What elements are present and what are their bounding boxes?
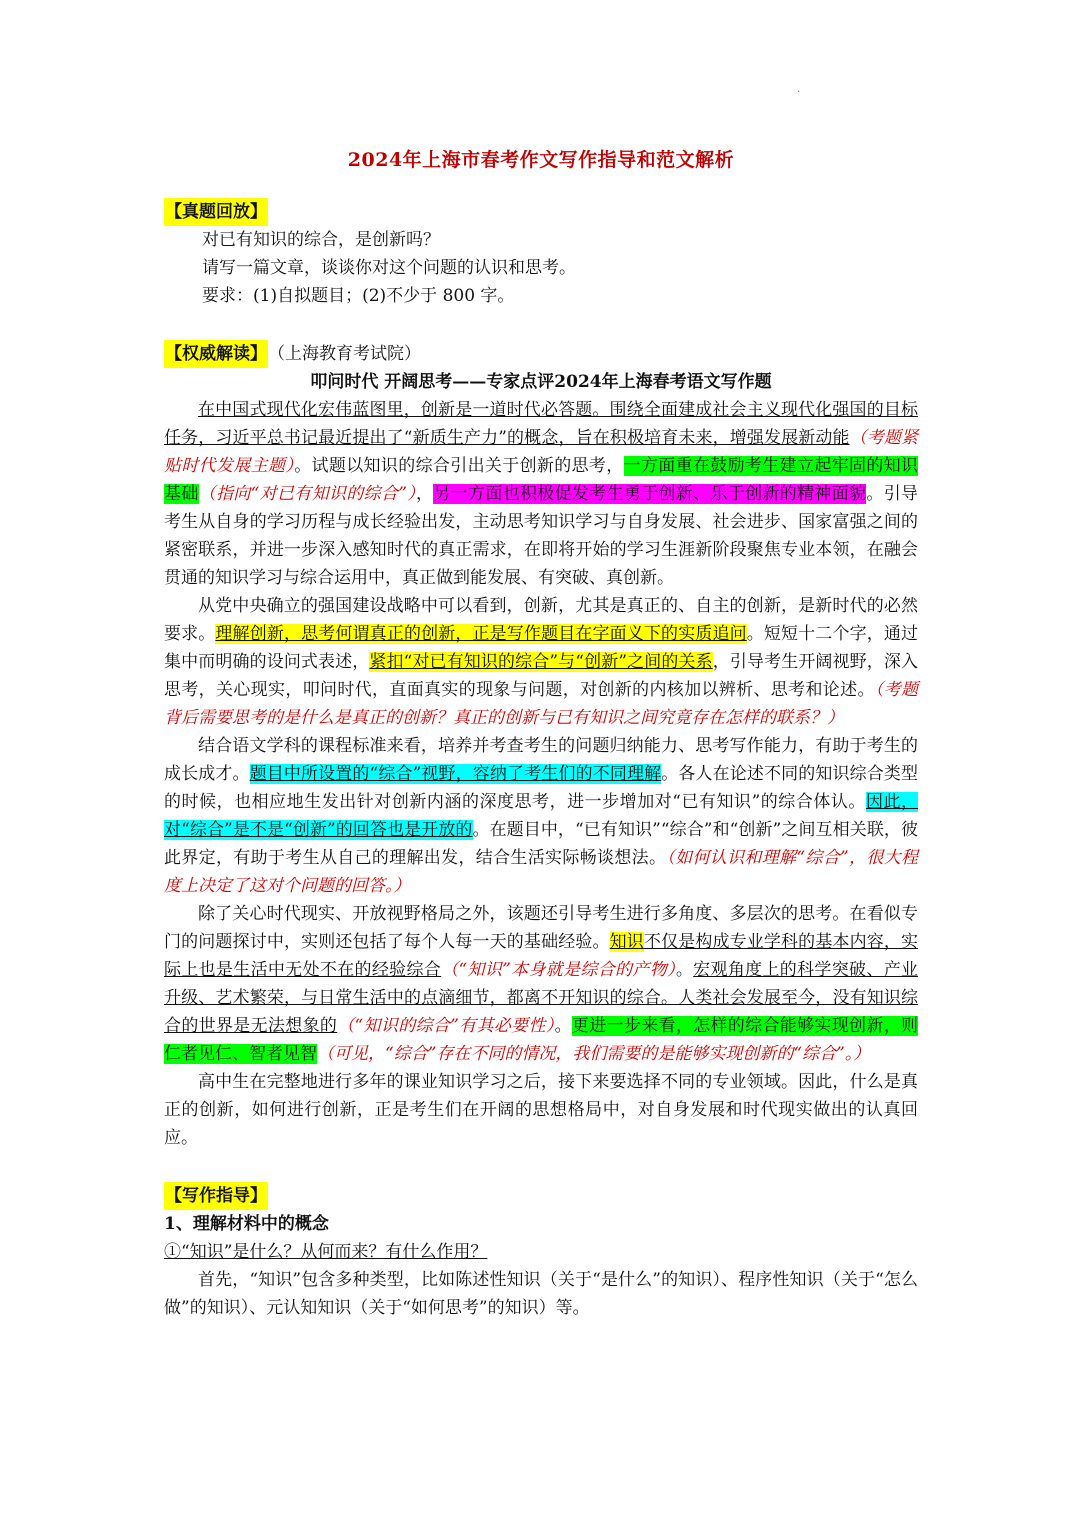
p4-note-1: （“知识”本身就是综合的产物）: [441, 960, 676, 980]
p3-highlight-2: 因此，对“综合”是不是“创新”的回答也是开放的: [164, 792, 918, 840]
guide-question-1: [164, 1238, 918, 1266]
p1-underlined-text: 在中国式现代化宏伟蓝图里，创新是一道时代必答题。围绕全面建成社会主义现代化强国的目标任务，习近平总书记最近提出了“新质生产力”的概念，旨在积极培育未来，增强发展新动能: [164, 400, 918, 448]
guide-paragraph-1: 首先，“知识”包含多种类型，比如陈述性知识（关于“是什么”的知识）、程序性知识（关于“怎么做”的知识）、元认知知识（关于“如何思考”的知识）等。: [164, 1270, 918, 1318]
p1-highlight-magenta: 另一方面也积极促发考生勇于创新、乐于创新的精神面貌: [433, 484, 867, 504]
p1-note-1: （考题紧贴时代发展主题）: [164, 428, 918, 476]
guide-point-1: 1、理解材料中的概念: [164, 1214, 329, 1234]
review-line-1: 对已有知识的综合，是创新吗？: [202, 230, 440, 250]
p4-highlight-knowledge: 知识: [609, 932, 644, 952]
p3-text-3: 。在题目中，“已有知识”“综合”和“创新”之间互相关联，彼此界定，有助于考生从自己的理解出发，结合生活实际畅谈想法。: [164, 820, 918, 868]
p4-highlight-green: 更进一步来看，怎样的综合能够实现创新，则仁者见仁、智者见智: [164, 1016, 919, 1064]
p1-comma: ，: [416, 484, 434, 504]
p3-text-1: 结合语文学科的课程标准来看，培养并考查考生的问题归纳能力、思考写作能力，有助于考生的成长成才。: [164, 736, 918, 784]
p3-note: （如何认识和理解“综合”，很大程度上决定了这对个问题的回答。）: [164, 848, 919, 896]
p4-underlined-1: 不仅是构成专业学科的基本内容，实际上也是生活中无处不在的经验综合: [164, 932, 919, 980]
authority-paragraph-4: [164, 900, 918, 1068]
authority-heading: 【权威解读】: [164, 340, 268, 368]
p2-note: （考题背后需要思考的是什么是真正的创新？真正的创新与已有知识之间究竟存在怎样的联系？）: [164, 680, 919, 728]
authority-paragraph-5: 高中生在完整地进行多年的课业知识学习之后，接下来要选择不同的专业领域。因此，什么是真正的创新，如何进行创新，正是考生们在开阔的思想格局中，对自身发展和时代现实做出的认真回应。: [164, 1072, 918, 1148]
authority-paragraph-2: [164, 592, 918, 732]
authority-paragraph-1: [164, 396, 918, 592]
authority-subtitle: 叩问时代 开阔思考——专家点评2024年上海春考语文写作题: [310, 372, 772, 392]
p4-note-2: （“知识的综合”有其必要性）: [337, 1016, 555, 1036]
p1-note-2: （指向“对已有知识的综合”）: [198, 484, 417, 504]
p2-highlight-1: 理解创新，思考何谓真正的创新，正是写作题目在字面义下的实质追问: [215, 624, 747, 644]
guide-heading: 【写作指导】: [164, 1182, 268, 1210]
document-title: 2024年上海市春考作文写作指导和范文解析: [347, 149, 735, 171]
authority-source: （上海教育考试院）: [268, 344, 421, 364]
authority-paragraph-3: [164, 732, 918, 900]
authority-section: [164, 340, 918, 368]
review-line-3: 要求：(1)自拟题目；(2)不少于 800 字。: [202, 286, 515, 306]
review-section: [164, 198, 918, 226]
p1-text-1: 。试题以知识的综合引出关于创新的思考，: [294, 456, 624, 476]
p2-text-3: ，引导考生开阔视野，深入思考，关心现实，叩问时代，直面真实的现象与问题，对创新的内核加以辨析、思考和论述。: [164, 652, 919, 700]
p4-period-1: 。: [675, 960, 694, 980]
p2-highlight-2: 紧扣“对已有知识的综合”与“创新”之间的关系: [369, 652, 713, 672]
p4-note-3: （可见，“综合”存在不同的情况，我们需要的是能够实现创新的“综合”。）: [317, 1044, 871, 1064]
page-mark: .: [797, 84, 801, 95]
p4-text-1: 除了关心时代现实、开放视野格局之外，该题还引导考生进行多角度、多层次的思考。在看似专门的问题探讨中，实则还包括了每个人每一天的基础经验。: [164, 904, 918, 952]
p4-underlined-2: 宏观角度上的科学突破、产业升级、艺术繁荣，与日常生活中的点滴细节，都离不开知识的综合。人类社会发展至今，没有知识综合的世界是无法想象的: [164, 960, 919, 1036]
guide-section: [164, 1182, 918, 1210]
p3-text-2: 。各人在论述不同的知识综合类型的时候，也相应地生发出针对创新内涵的深度思考，进一步增加对“已有知识”的综合体认。: [164, 764, 919, 812]
p1-text-2: 。引导考生从自身的学习历程与成长经验出发，主动思考知识学习与自身发展、社会进步、国家富强之间的紧密联系，并进一步深入感知时代的真正需求，在即将开始的学习生涯新阶段聚焦专业本领，在融会贯通的知识学习与综合运用中，真正做到能发展、有突破、真创新。: [164, 484, 919, 588]
review-heading: 【真题回放】: [164, 198, 268, 226]
document-page: [164, 140, 918, 1322]
p4-period-2: 。: [554, 1016, 572, 1036]
p2-text-2: 。短短十二个字，通过集中而明确的设问式表述，: [164, 624, 919, 672]
guide-question-1-text: ①“知识”是什么？从何而来？有什么作用？: [164, 1242, 488, 1262]
p1-highlight-green: 一方面重在鼓励考生建立起牢固的知识基础: [164, 456, 919, 504]
p2-text-1: 从党中央确立的强国建设战略中可以看到，创新，尤其是真正的、自主的创新，是新时代的必然要求。: [164, 596, 918, 644]
p3-highlight-1: 题目中所设置的“综合”视野，容纳了考生们的不同理解: [249, 764, 662, 784]
review-line-2: 请写一篇文章，谈谈你对这个问题的认识和思考。: [202, 258, 576, 278]
